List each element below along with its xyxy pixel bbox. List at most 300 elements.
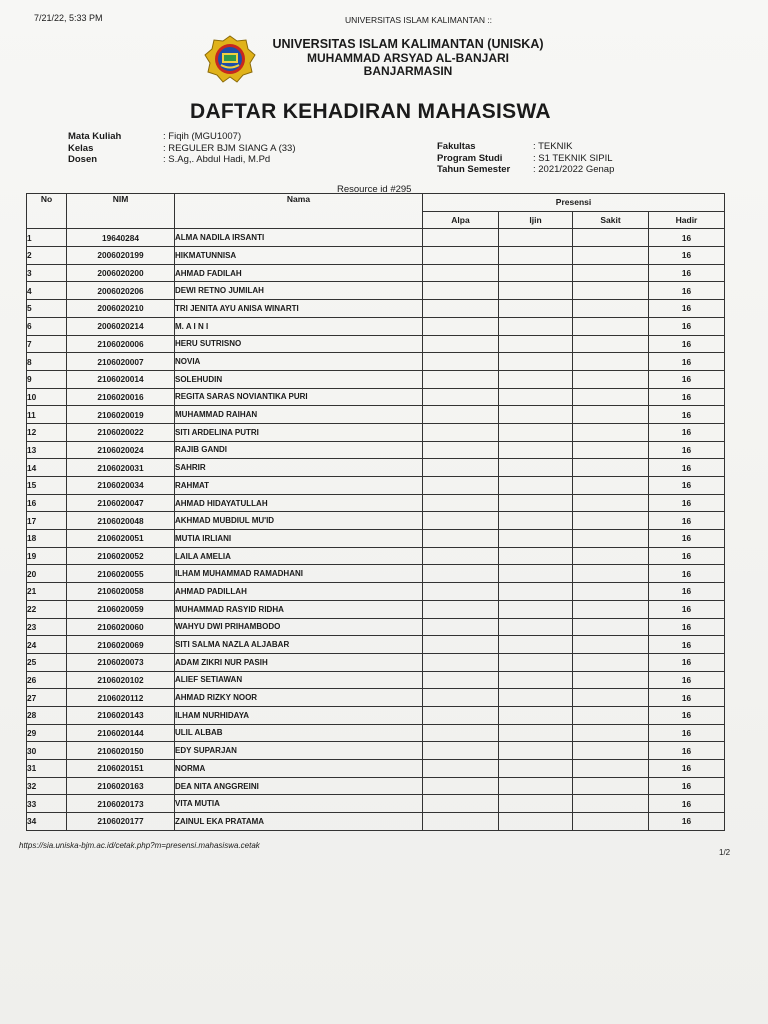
- alpa-cell: [423, 494, 499, 512]
- alpa-cell: [423, 247, 499, 265]
- table-row: [27, 689, 725, 707]
- alpa-cell: [423, 229, 499, 247]
- alpa-cell: [423, 618, 499, 636]
- table-row: [27, 565, 725, 583]
- student-nim: 2106020073: [67, 653, 175, 671]
- ijin-cell: [499, 388, 573, 406]
- info-row-course: [68, 131, 296, 143]
- row-number: 10: [27, 388, 67, 406]
- alpa-cell: [423, 795, 499, 813]
- row-number: 7: [27, 335, 67, 353]
- info-value: : Fiqih (MGU1007): [163, 131, 242, 142]
- student-nim: 19640284: [67, 229, 175, 247]
- student-nim: 2106020055: [67, 565, 175, 583]
- sakit-cell: [573, 300, 649, 318]
- ijin-cell: [499, 335, 573, 353]
- ijin-cell: [499, 494, 573, 512]
- table-row: [27, 653, 725, 671]
- student-name: AHMAD HIDAYATULLAH: [175, 494, 423, 512]
- ijin-cell: [499, 653, 573, 671]
- row-number: 25: [27, 653, 67, 671]
- sakit-cell: [573, 653, 649, 671]
- alpa-cell: [423, 565, 499, 583]
- sakit-cell: [573, 618, 649, 636]
- student-name: ZAINUL EKA PRATAMA: [175, 813, 423, 831]
- ijin-cell: [499, 370, 573, 388]
- hadir-count: 16: [649, 583, 725, 601]
- table-row: [27, 317, 725, 335]
- sakit-cell: [573, 724, 649, 742]
- student-name: SAHRIR: [175, 459, 423, 477]
- ijin-cell: [499, 583, 573, 601]
- ijin-cell: [499, 689, 573, 707]
- ijin-cell: [499, 441, 573, 459]
- ijin-cell: [499, 477, 573, 495]
- alpa-cell: [423, 423, 499, 441]
- student-name: RAJIB GANDI: [175, 441, 423, 459]
- row-number: 19: [27, 547, 67, 565]
- faculty-info: [437, 141, 614, 176]
- table-row: [27, 406, 725, 424]
- student-name: SITI SALMA NAZLA ALJABAR: [175, 636, 423, 654]
- column-header-ijin: Ijin: [499, 211, 573, 229]
- row-number: 21: [27, 583, 67, 601]
- student-name: TRI JENITA AYU ANISA WINARTI: [175, 300, 423, 318]
- table-row: [27, 724, 725, 742]
- alpa-cell: [423, 724, 499, 742]
- footer-url: https://sia.uniska-bjm.ac.id/cetak.php?m=presensi.mahasiswa.cetak: [19, 841, 260, 850]
- info-label: Mata Kuliah: [68, 131, 122, 142]
- table-row: [27, 353, 725, 371]
- row-number: 24: [27, 636, 67, 654]
- hadir-count: 16: [649, 406, 725, 424]
- hadir-count: 16: [649, 706, 725, 724]
- row-number: 26: [27, 671, 67, 689]
- student-nim: 2106020144: [67, 724, 175, 742]
- sakit-cell: [573, 477, 649, 495]
- student-nim: 2106020143: [67, 706, 175, 724]
- table-row: [27, 671, 725, 689]
- student-name: NORMA: [175, 760, 423, 778]
- ijin-cell: [499, 353, 573, 371]
- ijin-cell: [499, 317, 573, 335]
- student-nim: 2106020047: [67, 494, 175, 512]
- sakit-cell: [573, 600, 649, 618]
- alpa-cell: [423, 813, 499, 831]
- sakit-cell: [573, 317, 649, 335]
- hadir-count: 16: [649, 742, 725, 760]
- hadir-count: 16: [649, 247, 725, 265]
- info-label: Tahun Semester: [437, 164, 511, 175]
- info-value: : TEKNIK: [533, 141, 573, 152]
- university-header: [258, 38, 558, 79]
- alpa-cell: [423, 689, 499, 707]
- ijin-cell: [499, 247, 573, 265]
- sakit-cell: [573, 441, 649, 459]
- table-row: [27, 795, 725, 813]
- student-nim: 2106020048: [67, 512, 175, 530]
- student-name: ALMA NADILA IRSANTI: [175, 229, 423, 247]
- table-row: [27, 459, 725, 477]
- sakit-cell: [573, 335, 649, 353]
- hadir-count: 16: [649, 494, 725, 512]
- table-row: [27, 300, 725, 318]
- sakit-cell: [573, 264, 649, 282]
- attendance-table: [26, 193, 725, 831]
- student-nim: 2106020069: [67, 636, 175, 654]
- alpa-cell: [423, 441, 499, 459]
- student-nim: 2106020059: [67, 600, 175, 618]
- student-name: VITA MUTIA: [175, 795, 423, 813]
- column-header-alpa: Alpa: [423, 211, 499, 229]
- ijin-cell: [499, 406, 573, 424]
- alpa-cell: [423, 317, 499, 335]
- row-number: 8: [27, 353, 67, 371]
- document-title: DAFTAR KEHADIRAN MAHASISWA: [190, 100, 551, 123]
- alpa-cell: [423, 777, 499, 795]
- student-nim: 2106020006: [67, 335, 175, 353]
- hadir-count: 16: [649, 459, 725, 477]
- hadir-count: 16: [649, 229, 725, 247]
- column-header-sakit: Sakit: [573, 211, 649, 229]
- student-name: LAILA AMELIA: [175, 547, 423, 565]
- ijin-cell: [499, 777, 573, 795]
- student-nim: 2106020014: [67, 370, 175, 388]
- row-number: 30: [27, 742, 67, 760]
- student-nim: 2106020051: [67, 530, 175, 548]
- alpa-cell: [423, 742, 499, 760]
- row-number: 23: [27, 618, 67, 636]
- student-nim: 2006020214: [67, 317, 175, 335]
- hadir-count: 16: [649, 760, 725, 778]
- hadir-count: 16: [649, 618, 725, 636]
- student-name: AHMAD RIZKY NOOR: [175, 689, 423, 707]
- hadir-count: 16: [649, 547, 725, 565]
- student-nim: 2006020210: [67, 300, 175, 318]
- row-number: 18: [27, 530, 67, 548]
- alpa-cell: [423, 636, 499, 654]
- student-nim: 2106020151: [67, 760, 175, 778]
- hadir-count: 16: [649, 653, 725, 671]
- student-nim: 2106020163: [67, 777, 175, 795]
- ijin-cell: [499, 530, 573, 548]
- university-city: BANJARMASIN: [363, 64, 453, 78]
- table-body: [27, 229, 725, 830]
- alpa-cell: [423, 706, 499, 724]
- print-date: 7/21/22, 5:33 PM: [34, 13, 103, 23]
- student-name: MUHAMMAD RAIHAN: [175, 406, 423, 424]
- hadir-count: 16: [649, 777, 725, 795]
- alpa-cell: [423, 671, 499, 689]
- student-nim: 2106020060: [67, 618, 175, 636]
- hadir-count: 16: [649, 388, 725, 406]
- row-number: 32: [27, 777, 67, 795]
- ijin-cell: [499, 423, 573, 441]
- table-row: [27, 742, 725, 760]
- ijin-cell: [499, 565, 573, 583]
- hadir-count: 16: [649, 512, 725, 530]
- sakit-cell: [573, 777, 649, 795]
- ijin-cell: [499, 282, 573, 300]
- university-subtitle: MUHAMMAD ARSYAD AL-BANJARI: [307, 50, 509, 65]
- alpa-cell: [423, 406, 499, 424]
- sakit-cell: [573, 406, 649, 424]
- sakit-cell: [573, 530, 649, 548]
- table-row: [27, 547, 725, 565]
- ijin-cell: [499, 618, 573, 636]
- sakit-cell: [573, 547, 649, 565]
- ijin-cell: [499, 264, 573, 282]
- sakit-cell: [573, 370, 649, 388]
- hadir-count: 16: [649, 317, 725, 335]
- ijin-cell: [499, 724, 573, 742]
- info-value: : S.Ag,. Abdul Hadi, M.Pd: [163, 154, 271, 165]
- ijin-cell: [499, 229, 573, 247]
- row-number: 20: [27, 565, 67, 583]
- hadir-count: 16: [649, 353, 725, 371]
- row-number: 12: [27, 423, 67, 441]
- sakit-cell: [573, 689, 649, 707]
- hadir-count: 16: [649, 795, 725, 813]
- sakit-cell: [573, 760, 649, 778]
- table-row: [27, 477, 725, 495]
- row-number: 3: [27, 264, 67, 282]
- student-nim: 2106020058: [67, 583, 175, 601]
- student-nim: 2106020019: [67, 406, 175, 424]
- student-name: AKHMAD MUBDIUL MU'ID: [175, 512, 423, 530]
- sakit-cell: [573, 494, 649, 512]
- sakit-cell: [573, 706, 649, 724]
- ijin-cell: [499, 795, 573, 813]
- row-number: 14: [27, 459, 67, 477]
- student-name: EDY SUPARJAN: [175, 742, 423, 760]
- alpa-cell: [423, 264, 499, 282]
- sakit-cell: [573, 813, 649, 831]
- table-row: [27, 760, 725, 778]
- hadir-count: 16: [649, 689, 725, 707]
- student-name: SOLEHUDIN: [175, 370, 423, 388]
- student-nim: 2106020016: [67, 388, 175, 406]
- column-header-no: No: [27, 194, 67, 229]
- table-row: [27, 618, 725, 636]
- sakit-cell: [573, 282, 649, 300]
- row-number: 2: [27, 247, 67, 265]
- student-nim: 2106020173: [67, 795, 175, 813]
- student-name: M. A I N I: [175, 317, 423, 335]
- ijin-cell: [499, 671, 573, 689]
- table-row: [27, 441, 725, 459]
- ijin-cell: [499, 636, 573, 654]
- table-row: [27, 583, 725, 601]
- sakit-cell: [573, 671, 649, 689]
- student-name: AHMAD PADILLAH: [175, 583, 423, 601]
- row-number: 11: [27, 406, 67, 424]
- ijin-cell: [499, 547, 573, 565]
- student-name: DEWI RETNO JUMILAH: [175, 282, 423, 300]
- student-name: AHMAD FADILAH: [175, 264, 423, 282]
- sakit-cell: [573, 583, 649, 601]
- student-name: ILHAM MUHAMMAD RAMADHANI: [175, 565, 423, 583]
- alpa-cell: [423, 512, 499, 530]
- sakit-cell: [573, 388, 649, 406]
- sakit-cell: [573, 636, 649, 654]
- student-name: ILHAM NURHIDAYA: [175, 706, 423, 724]
- info-value: : REGULER BJM SIANG A (33): [163, 142, 296, 154]
- row-number: 6: [27, 317, 67, 335]
- alpa-cell: [423, 600, 499, 618]
- info-row-class: [68, 143, 296, 155]
- table-row: [27, 777, 725, 795]
- ijin-cell: [499, 813, 573, 831]
- student-nim: 2106020034: [67, 477, 175, 495]
- row-number: 4: [27, 282, 67, 300]
- hadir-count: 16: [649, 530, 725, 548]
- table-row: [27, 636, 725, 654]
- info-label: Kelas: [68, 142, 94, 154]
- resource-id: Resource id #295: [337, 184, 412, 195]
- hadir-count: 16: [649, 441, 725, 459]
- page-number: 1/2: [719, 848, 731, 857]
- hadir-count: 16: [649, 282, 725, 300]
- table-row: [27, 813, 725, 831]
- info-label: Fakultas: [437, 141, 476, 152]
- hadir-count: 16: [649, 724, 725, 742]
- row-number: 9: [27, 370, 67, 388]
- alpa-cell: [423, 760, 499, 778]
- ijin-cell: [499, 742, 573, 760]
- alpa-cell: [423, 653, 499, 671]
- alpa-cell: [423, 459, 499, 477]
- row-number: 5: [27, 300, 67, 318]
- sakit-cell: [573, 565, 649, 583]
- row-number: 22: [27, 600, 67, 618]
- hadir-count: 16: [649, 370, 725, 388]
- hadir-count: 16: [649, 300, 725, 318]
- column-header-hadir: Hadir: [649, 211, 725, 229]
- info-label: Dosen: [68, 154, 98, 165]
- alpa-cell: [423, 282, 499, 300]
- row-number: 31: [27, 760, 67, 778]
- student-nim: 2106020024: [67, 441, 175, 459]
- alpa-cell: [423, 477, 499, 495]
- university-logo-icon: [204, 35, 256, 83]
- row-number: 33: [27, 795, 67, 813]
- ijin-cell: [499, 600, 573, 618]
- hadir-count: 16: [649, 565, 725, 583]
- row-number: 15: [27, 477, 67, 495]
- table-header-row: [27, 194, 725, 212]
- university-name: UNIVERSITAS ISLAM KALIMANTAN (UNISKA): [272, 37, 544, 51]
- student-nim: 2106020150: [67, 742, 175, 760]
- table-row: [27, 512, 725, 530]
- row-number: 29: [27, 724, 67, 742]
- sakit-cell: [573, 423, 649, 441]
- hadir-count: 16: [649, 477, 725, 495]
- sakit-cell: [573, 353, 649, 371]
- info-row-semester: [437, 164, 614, 176]
- alpa-cell: [423, 583, 499, 601]
- student-name: MUTIA IRLIANI: [175, 530, 423, 548]
- sakit-cell: [573, 459, 649, 477]
- print-header: UNIVERSITAS ISLAM KALIMANTAN ::: [345, 15, 493, 25]
- hadir-count: 16: [649, 423, 725, 441]
- table-row: [27, 264, 725, 282]
- hadir-count: 16: [649, 671, 725, 689]
- sakit-cell: [573, 229, 649, 247]
- table-row: [27, 388, 725, 406]
- ijin-cell: [499, 760, 573, 778]
- column-header-nim: NIM: [67, 194, 175, 229]
- table-row: [27, 282, 725, 300]
- ijin-cell: [499, 459, 573, 477]
- sakit-cell: [573, 512, 649, 530]
- sakit-cell: [573, 742, 649, 760]
- student-nim: 2106020022: [67, 423, 175, 441]
- student-nim: 2006020206: [67, 282, 175, 300]
- info-value: : S1 TEKNIK SIPIL: [533, 152, 613, 164]
- column-header-presensi: Presensi: [423, 194, 725, 212]
- student-nim: 2106020112: [67, 689, 175, 707]
- row-number: 16: [27, 494, 67, 512]
- student-nim: 2006020199: [67, 247, 175, 265]
- info-value: : 2021/2022 Genap: [533, 164, 615, 175]
- student-nim: 2006020200: [67, 264, 175, 282]
- student-name: NOVIA: [175, 353, 423, 371]
- alpa-cell: [423, 547, 499, 565]
- info-row-faculty: [437, 141, 614, 153]
- ijin-cell: [499, 300, 573, 318]
- student-name: ALIEF SETIAWAN: [175, 671, 423, 689]
- row-number: 28: [27, 706, 67, 724]
- hadir-count: 16: [649, 264, 725, 282]
- hadir-count: 16: [649, 813, 725, 831]
- sakit-cell: [573, 795, 649, 813]
- info-row-lecturer: [68, 154, 296, 166]
- sakit-cell: [573, 247, 649, 265]
- table-row: [27, 370, 725, 388]
- student-name: DEA NITA ANGGREINI: [175, 777, 423, 795]
- student-name: ULIL ALBAB: [175, 724, 423, 742]
- alpa-cell: [423, 353, 499, 371]
- alpa-cell: [423, 370, 499, 388]
- ijin-cell: [499, 512, 573, 530]
- student-name: ADAM ZIKRI NUR PASIH: [175, 653, 423, 671]
- student-name: HIKMATUNNISA: [175, 247, 423, 265]
- student-name: RAHMAT: [175, 477, 423, 495]
- column-header-nama: Nama: [175, 194, 423, 229]
- student-name: WAHYU DWI PRIHAMBODO: [175, 618, 423, 636]
- table-row: [27, 423, 725, 441]
- ijin-cell: [499, 706, 573, 724]
- student-nim: 2106020177: [67, 813, 175, 831]
- alpa-cell: [423, 530, 499, 548]
- student-nim: 2106020052: [67, 547, 175, 565]
- table-row: [27, 600, 725, 618]
- table-row: [27, 706, 725, 724]
- student-name: REGITA SARAS NOVIANTIKA PURI: [175, 388, 423, 406]
- student-name: MUHAMMAD RASYID RIDHA: [175, 600, 423, 618]
- alpa-cell: [423, 388, 499, 406]
- student-nim: 2106020102: [67, 671, 175, 689]
- row-number: 1: [27, 229, 67, 247]
- student-nim: 2106020007: [67, 353, 175, 371]
- student-name: HERU SUTRISNO: [175, 335, 423, 353]
- table-row: [27, 229, 725, 247]
- hadir-count: 16: [649, 600, 725, 618]
- student-name: SITI ARDELINA PUTRI: [175, 423, 423, 441]
- table-row: [27, 335, 725, 353]
- info-row-program: [437, 153, 614, 165]
